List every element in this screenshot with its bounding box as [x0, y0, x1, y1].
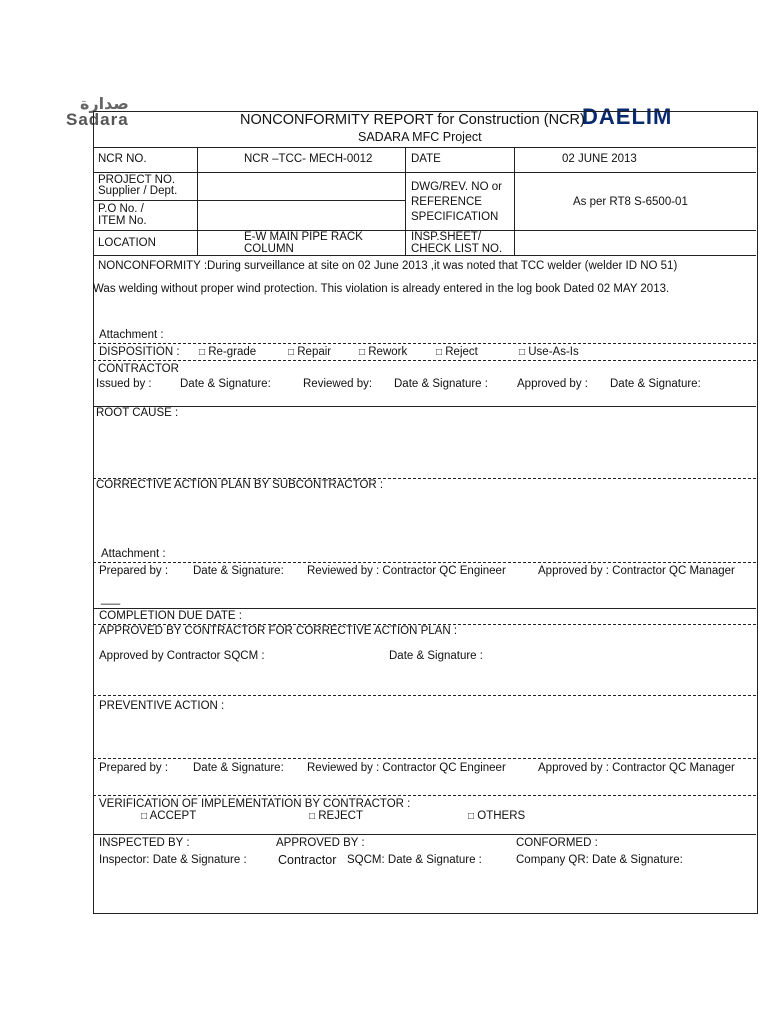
- checkbox-icon[interactable]: □: [359, 347, 366, 358]
- specification-label: SPECIFICATION: [411, 211, 499, 223]
- corrective-attachment: Attachment :: [101, 548, 166, 560]
- project-no-label: PROJECT NO.: [98, 174, 176, 186]
- date-value: 02 JUNE 2013: [562, 153, 637, 165]
- checkbox-icon[interactable]: □: [468, 811, 475, 822]
- contractor-label: CONTRACTOR: [98, 363, 179, 375]
- approved-date-signature: Date & Signature:: [610, 378, 701, 390]
- corrective-action-label: CORRECTIVE ACTION PLAN BY SUBCONTRACTOR :: [96, 479, 384, 491]
- checkbox-icon[interactable]: □: [141, 811, 148, 822]
- contractor-word: Contractor: [278, 853, 337, 867]
- divider: [93, 562, 756, 563]
- supplier-dept-label: Supplier / Dept.: [98, 185, 178, 197]
- project-subtitle: SADARA MFC Project: [358, 130, 482, 144]
- option-label: Rework: [368, 346, 408, 358]
- date-label: DATE: [411, 153, 441, 165]
- dwg-label: DWG/REV. NO or: [411, 181, 502, 193]
- location-value-line2: COLUMN: [244, 243, 294, 255]
- preventive-approved-by: Approved by : Contractor QC Manager: [538, 762, 735, 774]
- preventive-reviewed-by: Reviewed by : Contractor QC Engineer: [307, 762, 506, 774]
- po-no-label: P.O No. /: [98, 203, 144, 215]
- reviewed-date-signature: Date & Signature :: [394, 378, 488, 390]
- reviewed-by-label: Reviewed by:: [303, 378, 373, 390]
- verification-option-accept[interactable]: [141, 810, 196, 823]
- divider: [93, 172, 756, 173]
- nonconformity-attachment: Attachment :: [99, 329, 164, 341]
- disposition-option-reject[interactable]: [436, 346, 478, 359]
- check-list-label: CHECK LIST NO.: [411, 243, 503, 255]
- corrective-reviewed-by: Reviewed by : Contractor QC Engineer: [307, 565, 506, 577]
- corrective-date-signature: Date & Signature:: [193, 565, 284, 577]
- checkbox-icon[interactable]: □: [309, 811, 316, 822]
- location-label: LOCATION: [98, 237, 156, 249]
- ncr-no-value: NCR –TCC- MECH-0012: [244, 153, 373, 165]
- option-label: Use-As-Is: [528, 346, 579, 358]
- option-label: OTHERS: [477, 810, 526, 822]
- corrective-approved-by: Approved by : Contractor QC Manager: [538, 565, 735, 577]
- completion-due-date-label: COMPLETION DUE DATE :: [99, 610, 242, 622]
- divider: [514, 147, 515, 255]
- nonconformity-text-line2: Was welding without proper wind protection. This violation is already entered in the log book Dated 02 MAY 2013.: [93, 283, 670, 295]
- approved-contractor-label: APPROVED BY CONTRACTOR FOR CORRECTIVE ACTION PLAN :: [99, 625, 458, 637]
- disposition-option-rework[interactable]: [359, 346, 407, 359]
- disposition-option-repair[interactable]: [288, 346, 331, 359]
- verification-label: VERIFICATION OF IMPLEMENTATION BY CONTRACTOR :: [99, 798, 411, 810]
- divider: [93, 795, 756, 796]
- disposition-option-regrade[interactable]: [199, 346, 256, 359]
- item-no-label: ITEM No.: [98, 215, 147, 227]
- divider: [93, 695, 756, 696]
- issued-date-signature: Date & Signature:: [180, 378, 271, 390]
- divider: [93, 834, 756, 835]
- corrective-prepared-by: Prepared by :: [99, 565, 169, 577]
- page-title: NONCONFORMITY REPORT for Construction (NCR): [240, 112, 585, 128]
- option-label: Reject: [445, 346, 478, 358]
- signoff-approved-by-label: APPROVED BY :: [276, 837, 365, 849]
- divider: [93, 147, 756, 148]
- conformed-label: CONFORMED :: [516, 837, 598, 849]
- preventive-prepared-by: Prepared by :: [99, 762, 169, 774]
- checkbox-icon[interactable]: □: [436, 347, 443, 358]
- divider: [93, 200, 406, 201]
- verification-option-others[interactable]: [468, 810, 525, 823]
- divider: [93, 360, 756, 361]
- preventive-action-label: PREVENTIVE ACTION :: [99, 700, 225, 712]
- divider: [93, 608, 756, 609]
- issued-by-label: Issued by :: [96, 378, 152, 390]
- option-label: Repair: [297, 346, 332, 358]
- checkbox-icon[interactable]: □: [288, 347, 295, 358]
- sqcm-date-signature: SQCM: Date & Signature :: [347, 854, 482, 866]
- inspected-by-label: INSPECTED BY :: [99, 837, 190, 849]
- insp-sheet-label: INSP.SHEET/: [411, 231, 482, 243]
- ncr-no-label: NCR NO.: [98, 153, 147, 165]
- option-label: ACCEPT: [149, 810, 197, 822]
- option-label: REJECT: [318, 810, 363, 822]
- sadara-logo: Sadara: [66, 110, 129, 129]
- divider: [93, 343, 756, 344]
- daelim-logo: DAELIM: [582, 104, 673, 129]
- divider: [405, 147, 406, 255]
- divider: [93, 758, 756, 759]
- checkbox-icon[interactable]: □: [199, 347, 206, 358]
- corrective-underscore: ___: [101, 593, 121, 605]
- checkbox-icon[interactable]: □: [519, 347, 526, 358]
- approved-contractor-date-signature: Date & Signature :: [389, 650, 483, 662]
- root-cause-label: ROOT CAUSE :: [96, 407, 179, 419]
- dwg-value: As per RT8 S-6500-01: [573, 196, 688, 208]
- nonconformity-text-line1: NONCONFORMITY :During surveillance at site on 02 June 2013 ,it was noted that TCC welder (welder ID NO 51): [98, 260, 678, 272]
- approved-contractor-sqcm: Approved by Contractor SQCM :: [99, 650, 265, 662]
- location-value-line1: E-W MAIN PIPE RACK: [244, 231, 363, 243]
- approved-by-label: Approved by :: [517, 378, 588, 390]
- divider: [93, 406, 756, 407]
- reference-label: REFERENCE: [411, 196, 482, 208]
- preventive-date-signature: Date & Signature:: [193, 762, 284, 774]
- inspector-date-signature: Inspector: Date & Signature :: [99, 854, 247, 866]
- divider: [197, 147, 198, 255]
- verification-option-reject[interactable]: [309, 810, 363, 823]
- disposition-option-use-as-is[interactable]: [519, 346, 579, 359]
- sadara-logo-arabic: صدارة: [80, 96, 129, 113]
- company-qr-date-signature: Company QR: Date & Signature:: [516, 854, 683, 866]
- option-label: Re-grade: [208, 346, 257, 358]
- disposition-label: DISPOSITION :: [99, 346, 180, 358]
